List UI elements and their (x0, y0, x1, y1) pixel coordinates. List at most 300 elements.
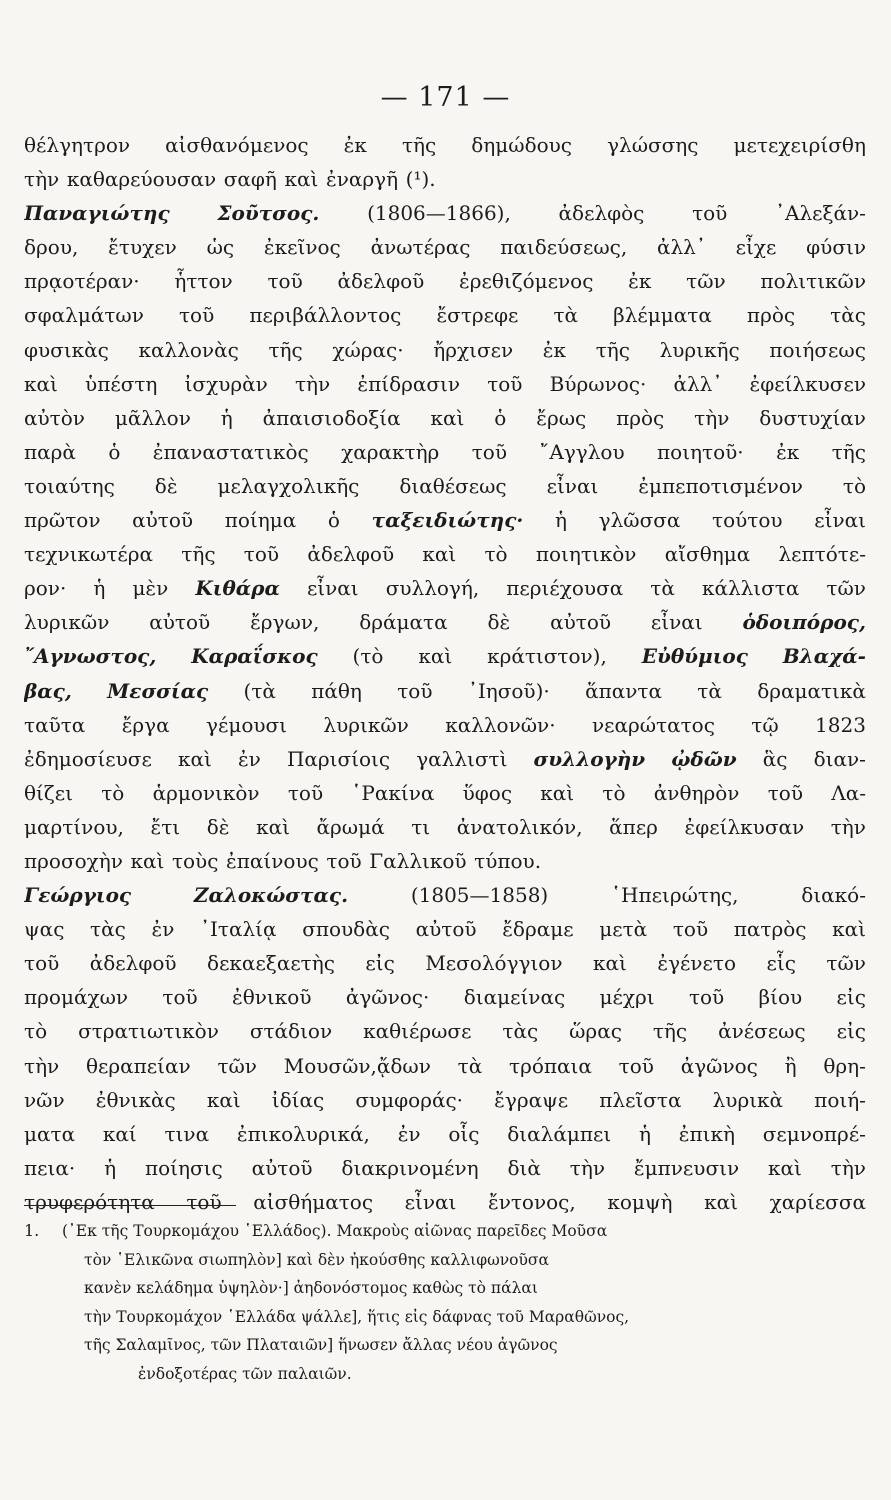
word: τὰ (697, 678, 722, 703)
word: τῆς (652, 1019, 688, 1044)
word: καὶ (422, 542, 457, 567)
word: αἰσθήματος (253, 1189, 374, 1214)
word: δὲ (487, 610, 511, 635)
word: ὡς (206, 235, 235, 260)
word: τοῦ (287, 780, 324, 805)
text-line (24, 469, 866, 503)
word: χαρίεσσα (769, 1189, 866, 1214)
word: παρὰ (24, 439, 76, 464)
word: χαρακτὴρ (341, 439, 440, 464)
word: καλλονὰς (138, 337, 239, 362)
word: Μεσολόγγιον (425, 951, 563, 976)
word: παιδεύσεως, (500, 235, 628, 260)
word: ψας (24, 917, 65, 942)
word: εἰς (836, 985, 866, 1010)
word: ὥρας (569, 1019, 622, 1044)
word: ἀνατολικόν, (456, 814, 583, 839)
word: διαμείνας (463, 985, 566, 1010)
word: τὴν (694, 405, 730, 430)
word: δρου, (24, 235, 79, 260)
word: θέλγητρον (24, 133, 131, 157)
word: χώρας· (332, 337, 404, 362)
word: τὸ (484, 542, 508, 567)
word: τῆς (268, 337, 303, 362)
word: οἷς (448, 1121, 480, 1146)
text-line (24, 401, 866, 435)
text-line (24, 776, 866, 810)
word: ἐπίδρασιν (357, 371, 461, 396)
word: ἔμπνευσιν (633, 1155, 740, 1180)
word: τὰς (830, 303, 866, 328)
word: (τὰ (243, 678, 276, 703)
word: δυστυχίαν (759, 405, 866, 430)
word: τοῦ (243, 542, 280, 567)
word: λεπτότε- (778, 542, 866, 567)
word: καὶ (704, 1189, 738, 1214)
word: μελαγχολικῆς (217, 473, 360, 498)
word: ᾿Αλεξάν- (775, 201, 866, 226)
text-line (24, 844, 866, 878)
word: δὲ (206, 814, 230, 839)
word: ἁρμονικὸν (152, 780, 260, 805)
word: ἐγένετο (657, 951, 737, 976)
word: εἶναι (306, 576, 359, 601)
word: αὐτοῦ (251, 1155, 313, 1180)
text-line (24, 1185, 866, 1219)
word: ἐναργῆ (325, 167, 399, 192)
word: γαλλιστὶ (416, 746, 508, 771)
text-line (24, 333, 866, 367)
word: ἐν (237, 746, 261, 771)
word: ἧττον (174, 269, 233, 294)
word: τεχνικωτέρα (24, 542, 154, 567)
word: καλλονῶν· (445, 712, 556, 737)
text-line (24, 1083, 866, 1117)
word: καί (102, 1121, 137, 1146)
word: ἐκ (542, 337, 567, 362)
word: ἢ (784, 1053, 797, 1078)
word: τοῦ (267, 269, 303, 294)
word: λυρικὰ (712, 1087, 784, 1112)
word: ἀδελφὸς (558, 201, 645, 226)
word: Μουσῶν,ᾄδων (283, 1053, 431, 1078)
word: αἰσθανόμενος (165, 133, 309, 157)
word: τὰς (90, 917, 126, 942)
footnote-line: τὸν ῾Ελικῶνα σιωπηλὸν] καὶ δὲν ἠκούσθης καλλιφωνοῦσα (84, 1250, 549, 1269)
word: ἀγῶνος (680, 1053, 758, 1078)
text-line (24, 298, 866, 332)
word: τοῦ (162, 985, 198, 1010)
word: σεμνοπρέ- (762, 1121, 866, 1146)
word: Γεώργιος (24, 883, 132, 908)
word: ἐπαναστατικὸς (152, 439, 309, 464)
word: ποίησις (144, 1155, 223, 1180)
word: σαφῆ (223, 167, 277, 192)
word: δημώδους (471, 133, 573, 157)
word: Βύρωνος· (549, 371, 647, 396)
footnote-line: τῆς Σαλαμῖνος, τῶν Πλαταιῶν] ἥνωσεν ἄλλας νέου ἀγῶνος (84, 1336, 558, 1354)
text-line (24, 435, 866, 469)
word: τοῦ (767, 780, 803, 805)
word: ταξειδιώτης· (371, 508, 524, 533)
text-line (24, 742, 866, 776)
word: τοῦ (688, 985, 725, 1010)
word: ταῦτα (24, 712, 86, 737)
word: ἐμπεποτισμένον (638, 473, 803, 498)
word: καθαρεύουσαν (66, 167, 217, 192)
word: ἡ (93, 576, 106, 601)
word: τῶν (686, 269, 726, 294)
word: προμάχων (24, 985, 129, 1010)
text-line (24, 1049, 866, 1083)
word: θεραπείαν (85, 1053, 191, 1078)
word: κάλλιστα (701, 576, 800, 601)
word: ἐν (151, 917, 175, 942)
word: ἐν (397, 1121, 421, 1146)
word: τὴν (830, 814, 866, 839)
word: δράματα (359, 610, 448, 635)
text-line (24, 980, 866, 1014)
footnote-line: ἐνδοξοτέρας τῶν παλαιῶν. (138, 1364, 352, 1383)
word: βίου (758, 985, 803, 1010)
word: ὕφος (462, 780, 513, 805)
text-line (24, 639, 866, 673)
word: ἐδημοσίευσε (24, 746, 152, 771)
word: τούτου (712, 508, 783, 533)
word: τῆς (401, 133, 437, 157)
word: ἀνέσεως (718, 1019, 806, 1044)
text-line (24, 1151, 866, 1185)
word: τῆς (181, 542, 216, 567)
word: τῆς (595, 337, 630, 362)
page-number: — 171 — (380, 82, 511, 113)
word: εἰς (836, 1019, 866, 1044)
word: καὶ (832, 917, 866, 942)
word: καὶ (418, 644, 453, 669)
word: διακό- (801, 883, 866, 908)
word: ἀδελφοῦ (307, 542, 395, 567)
word: ἀγῶνος· (345, 985, 430, 1010)
word: τὴν (294, 371, 331, 396)
word: Λα- (831, 780, 866, 805)
word: καὶ (256, 814, 290, 839)
word: ἡ (638, 1121, 651, 1146)
word: καθιέρωσε (363, 1019, 472, 1044)
word: αὐτοῦ (415, 917, 477, 942)
word: ποιήσεως (769, 337, 866, 362)
footnote-line: τὴν Τουρκομάχον ῾Ελλάδα ψάλλε], ἥτις εἰς δάφνας τοῦ Μαραθῶνος, (84, 1307, 630, 1326)
word: προσοχὴν (24, 848, 123, 873)
word: ὁδοιπόρος, (742, 610, 866, 635)
word: δὲ (154, 473, 178, 498)
word: ἀλλ᾿ (673, 371, 723, 396)
text-line (24, 230, 866, 264)
text-line (24, 264, 866, 298)
word: ῾Ρακίνα (351, 780, 435, 805)
word: Ζαλοκώστας. (193, 883, 349, 908)
text-line (24, 810, 866, 844)
word: τύπου. (474, 848, 542, 873)
word: τῶν (826, 576, 866, 601)
word: ποιητοῦ· (657, 439, 744, 464)
word: τοὺς (171, 848, 219, 873)
text-line (24, 537, 866, 571)
word: καὶ (768, 1155, 802, 1180)
footnote-line: κανὲν κελάδημα ὑψηλὸν·] ἀηδονόστομος καθὼς τὸ πάλαι (84, 1279, 538, 1297)
word: ὁ (327, 508, 340, 533)
word: ἔστρεφε (436, 303, 519, 328)
word: ἐπικὴ (678, 1121, 735, 1146)
word: συλλογὴν (533, 746, 646, 771)
word: τοῦ (24, 951, 60, 976)
word: Καραΐσκος (191, 644, 318, 669)
word: πρῶτον (24, 508, 101, 533)
word: πολιτικῶν (760, 269, 866, 294)
word: ἅπερ (609, 814, 658, 839)
word: ᾿Ιταλίᾳ (200, 917, 277, 942)
word: εἷς (766, 951, 796, 976)
word: ἔρως (536, 405, 587, 430)
word: Γαλλικοῦ (369, 848, 467, 873)
word: τὸ (602, 780, 626, 805)
word: τὴν (830, 1155, 866, 1180)
word: ᾠδῶν (671, 746, 737, 771)
word: ὑπέστη (85, 371, 158, 396)
word: ἐπικολυρικά, (236, 1121, 370, 1146)
word: συλλογή, (385, 576, 480, 601)
word: καὶ (540, 780, 575, 805)
word: δεκαεξαετὴς (207, 951, 335, 976)
word: ἡ (104, 1155, 117, 1180)
text-line (24, 367, 866, 401)
word: ἐρεθιζόμενος (459, 269, 594, 294)
word: συμφοράς· (355, 1087, 464, 1112)
word: αὐτὸν (24, 405, 85, 430)
word: Βλαχά- (782, 644, 866, 669)
word: διαν- (813, 746, 866, 771)
word: (1806—1866), (367, 201, 511, 226)
word: ἀδελφοῦ (89, 951, 177, 976)
word: (1805—1858) (410, 883, 549, 908)
word: λυρικῶν (24, 610, 110, 635)
word: ῾Ηπειρώτης, (611, 883, 739, 908)
word: τοῦ (672, 917, 709, 942)
word: τὴν (24, 1053, 60, 1078)
word: τοῦ (397, 678, 433, 703)
word: ἰδίας (271, 1087, 325, 1112)
word: ῎Αγγλου (539, 439, 625, 464)
word: τοῦ (186, 1189, 222, 1214)
word: λυρικῶν (323, 712, 409, 737)
word: κράτιστον), (487, 644, 607, 669)
word: τοῦ (326, 848, 362, 873)
word: ἐκεῖνος (263, 235, 341, 260)
word: ἀνωτέρας (370, 235, 471, 260)
word: ρον· (24, 576, 67, 601)
text-line (24, 605, 866, 639)
word: διὰ (507, 1155, 541, 1180)
word: πάθη (311, 678, 362, 703)
word: ἔτυχεν (108, 235, 177, 260)
word: διαθέσεως (399, 473, 507, 498)
word: βλέμματα (613, 303, 712, 328)
word: τρυφερότητα (24, 1189, 155, 1214)
word: τὸ (842, 473, 866, 498)
text-line (24, 1117, 866, 1151)
word: καὶ (24, 371, 58, 396)
word: δραματικὰ (757, 678, 866, 703)
word: κομψὴ (607, 1189, 673, 1214)
word: τὴν (569, 1155, 605, 1180)
word: βας, (24, 678, 72, 703)
word: πρὸς (746, 303, 796, 328)
word: τοῦ (487, 371, 523, 396)
word: στάδιον (249, 1019, 333, 1044)
word: μέχρι (599, 985, 655, 1010)
word: Εὐθύμιος (641, 644, 748, 669)
word: ποιητικὸν (535, 542, 637, 567)
word: ὁ (108, 439, 121, 464)
word: τοῦ (618, 1053, 654, 1078)
word: καὶ (430, 405, 465, 430)
word: ἰσχυρὰν (184, 371, 268, 396)
word: ῎Αγνωστος, (24, 644, 157, 669)
word: ἔγραψε (494, 1087, 569, 1112)
word: περιέχουσα (506, 576, 624, 601)
word: στρατιωτικὸν (78, 1019, 219, 1044)
word: φύσιν (806, 235, 866, 260)
word: Παρισίοις (286, 746, 391, 771)
word: πρὸς (616, 405, 665, 430)
word: τοῦ (471, 439, 507, 464)
word: τὸ (24, 1019, 48, 1044)
text-line (24, 1014, 866, 1048)
text-line (24, 162, 866, 196)
word: τινα (164, 1121, 210, 1146)
word: τὰ (650, 576, 675, 601)
text-line (24, 708, 866, 742)
word: φυσικὰς (24, 337, 109, 362)
word: τὸ (101, 780, 125, 805)
word: μετεχειρίσθη (733, 133, 866, 157)
text-line (24, 503, 866, 537)
word: πατρὸς (733, 917, 807, 942)
text-line (24, 571, 866, 605)
word: μᾶλλον (114, 405, 191, 430)
footnote-line: (᾿Εκ τῆς Τουρκομάχου ῾Ελλάδος). Μακροὺς αἰῶνας παρεῖδες Μοῦσα (62, 1222, 608, 1240)
word: γλώσσης (607, 133, 699, 157)
word: σπουδὰς (302, 917, 390, 942)
word: νεαρώτατος (591, 712, 715, 737)
word: τὰ (457, 1053, 483, 1078)
word: Παναγιώτης (24, 201, 170, 226)
word: ὁ (494, 405, 507, 430)
text-line (24, 878, 866, 912)
word: γέμουσι (206, 712, 288, 737)
word: πρᾳοτέραν· (24, 269, 140, 294)
word: ἔργων, (250, 610, 320, 635)
word: ἡ (220, 405, 233, 430)
word: ἀπαισιοδοξία (262, 405, 401, 430)
word: ἐφείλκυσεν (749, 371, 866, 396)
word: ἤρχισεν (433, 337, 514, 362)
word: καὶ (284, 167, 319, 192)
word: καὶ (130, 848, 165, 873)
footnote-divider (24, 1205, 236, 1206)
word: (¹). (405, 167, 436, 192)
word: ποίημα (224, 508, 297, 533)
word: πεια· (24, 1155, 76, 1180)
word: λυρικῆς (659, 337, 740, 362)
word: εἶναι (814, 508, 866, 533)
word: ἀνθηρὸν (653, 780, 740, 805)
word: τοιαύτης (24, 473, 115, 498)
text-line (24, 912, 866, 946)
word: εἶναι (404, 1189, 457, 1214)
word: αἴσθημα (664, 542, 751, 567)
word: τι (411, 814, 431, 839)
word: τῷ (751, 712, 779, 737)
word: ἔντονος, (487, 1189, 576, 1214)
word: Σοῦτσος. (217, 201, 320, 226)
word: ἐθνικοῦ (232, 985, 312, 1010)
word: ἐκ (776, 439, 800, 464)
word: ἔργα (121, 712, 170, 737)
word: Κιθάρα (195, 576, 280, 601)
word: ἡ (555, 508, 567, 533)
word: ποιή- (814, 1087, 866, 1112)
word: καὶ (593, 951, 627, 976)
word: ἐφείλκυσαν (684, 814, 805, 839)
word: αὐτοῦ (132, 508, 194, 533)
word: μαρτίνου, (24, 814, 124, 839)
word: καὶ (177, 746, 212, 771)
word: γλῶσσα (598, 508, 681, 533)
main-text (24, 128, 866, 1219)
word: ἅπαντα (585, 678, 662, 703)
word: τοῦ (178, 303, 215, 328)
word: μετὰ (599, 917, 648, 942)
word: αὐτοῦ (149, 610, 211, 635)
word: τὰς (502, 1019, 539, 1044)
word: (τὸ (352, 644, 384, 669)
word: τρόπαια (509, 1053, 592, 1078)
word: ἐκ (628, 269, 652, 294)
word: μὲν (132, 576, 169, 601)
word: εἶναι (546, 473, 599, 498)
word: ἐκ (343, 133, 367, 157)
word: ἄρωμά (316, 814, 385, 839)
word: ἐθνικὰς (95, 1087, 176, 1112)
word: ἔδραμε (502, 917, 574, 942)
word: εἶναι (650, 610, 703, 635)
word: καὶ (206, 1087, 241, 1112)
word: θίζει (24, 780, 73, 805)
word: ματα (24, 1121, 76, 1146)
word: τῶν (826, 951, 866, 976)
word: 1823 (815, 712, 866, 737)
word: νῶν (24, 1087, 65, 1112)
word: αὐτοῦ (550, 610, 612, 635)
word: τῶν (217, 1053, 257, 1078)
word: ἔτι (150, 814, 181, 839)
word: εἶχε (735, 235, 777, 260)
word: σφαλμάτων (24, 303, 144, 328)
word: ἃς (762, 746, 788, 771)
text-line (24, 946, 866, 980)
word: ἀδελφοῦ (337, 269, 425, 294)
word: εἰς (365, 951, 395, 976)
